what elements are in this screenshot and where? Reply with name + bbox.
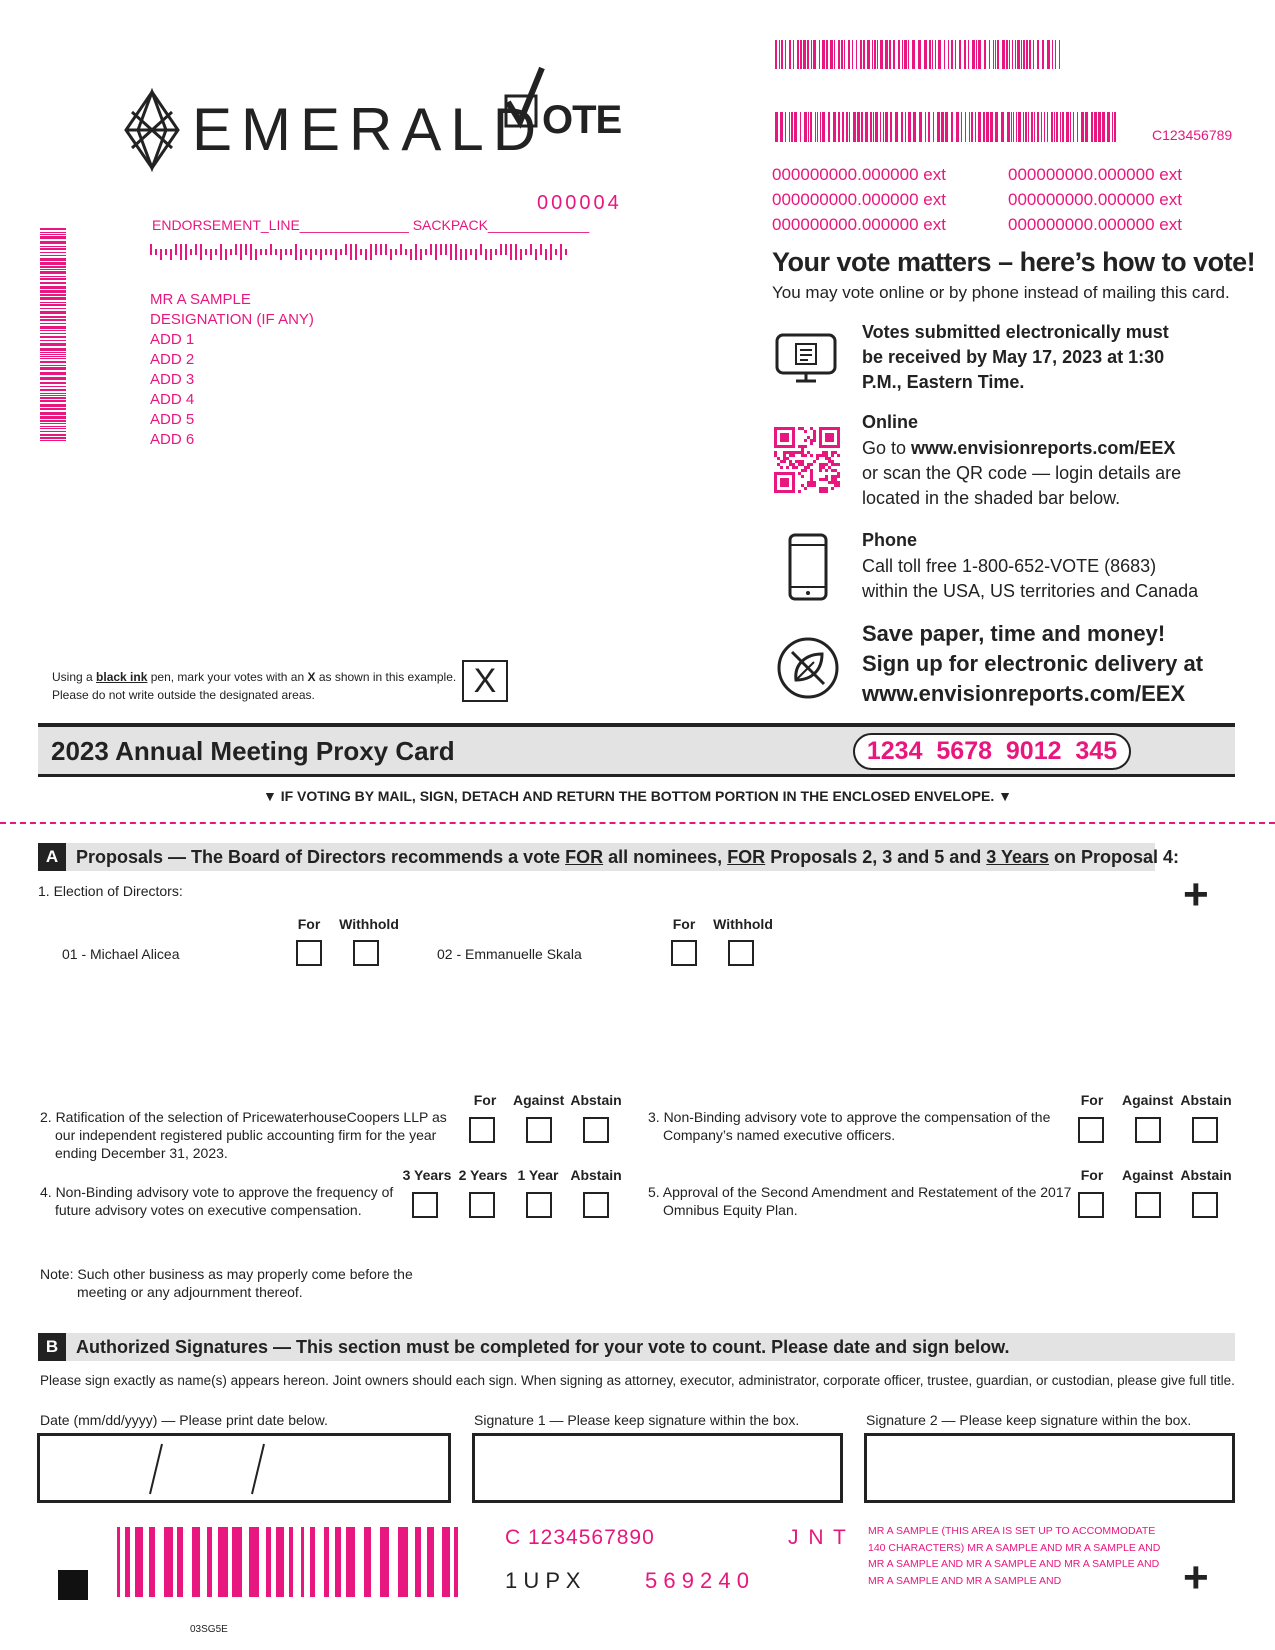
ext-codes-left: 000000000.000000 ext 000000000.000000 ext 000000000.000000 ext [772, 165, 946, 234]
signature-2-label: Signature 2 — Please keep signature within the box. [866, 1412, 1192, 1428]
date-label: Date (mm/dd/yyyy) — Please print date below. [40, 1412, 328, 1428]
signature-instructions: Please sign exactly as name(s) appears hereon. Joint owners should each sign. When signing as attorney, executor, administrator, corporate officer, trustee, guardian, or custodian, please give full title. [40, 1373, 1235, 1388]
sequence-number: 000004 [537, 192, 622, 214]
mailing-address: MR A SAMPLE DESIGNATION (IF ANY) ADD 1 ADD 2 ADD 3 ADD 4 ADD 5 ADD 6 [150, 291, 314, 448]
intelligent-mail-barcode [150, 244, 568, 260]
online-url[interactable]: www.envisionreports.com/EEX [911, 438, 1176, 458]
p4-abstain-checkbox[interactable] [583, 1192, 609, 1218]
p2-against-label: Against [513, 1092, 565, 1108]
nominee-01-withhold-label: Withhold [339, 916, 399, 932]
signature-1-box[interactable] [472, 1433, 843, 1503]
nominee-02-for-label: For [672, 916, 696, 932]
p4-abstain-label: Abstain [570, 1167, 622, 1183]
p2-abstain-label: Abstain [570, 1092, 622, 1108]
vote-headline: Your vote matters – here’s how to vote! [772, 247, 1256, 277]
p2-abstain-checkbox[interactable] [583, 1117, 609, 1143]
vote-subhead: You may vote online or by phone instead of mailing this card. [772, 283, 1230, 302]
phone-title: Phone [862, 530, 918, 550]
p4-2years-label: 2 Years [458, 1167, 508, 1183]
section-a-title: Proposals — The Board of Directors recommends a vote FOR all nominees, FOR Proposals 2, 3 and 5 and 3 Years on Proposal 4: [76, 847, 1180, 867]
signature-1-label: Signature 1 — Please keep signature within the box. [474, 1412, 800, 1428]
p5-against-checkbox[interactable] [1135, 1192, 1161, 1218]
p3-abstain-label: Abstain [1180, 1092, 1232, 1108]
p2-for-label: For [473, 1092, 497, 1108]
nominee-02-for-checkbox[interactable] [671, 940, 697, 966]
p2-against-checkbox[interactable] [526, 1117, 552, 1143]
proposal-3-text: 3. Non-Binding advisory vote to approve the compensation of the Company’s named executive officers. [648, 1109, 1051, 1143]
proposal-5-text: 5. Approval of the Second Amendment and Restatement of the 2017 Omnibus Equity Plan. [648, 1184, 1072, 1218]
date-separator-slashes [40, 1436, 448, 1500]
p5-abstain-label: Abstain [1180, 1167, 1232, 1183]
account-barcode [775, 112, 1120, 142]
p3-abstain-checkbox[interactable] [1192, 1117, 1218, 1143]
section-b-title: Authorized Signatures — This section must be completed for your vote to count. Please date and sign below. [76, 1337, 1010, 1357]
qr-code-icon [774, 427, 840, 493]
p4-1year-label: 1 Year [517, 1167, 559, 1183]
p5-against-label: Against [1122, 1167, 1174, 1183]
detach-instruction: ▼ IF VOTING BY MAIL, SIGN, DETACH AND RETURN THE BOTTOM PORTION IN THE ENCLOSED ENVELOPE. ▼ [262, 788, 1012, 804]
proposal-2-text: 2. Ratification of the selection of PricewaterhouseCoopers LLP as our independent registered public accounting firm for the year ending December 31, 2023. [40, 1109, 447, 1161]
election-label: 1. Election of Directors: [38, 883, 183, 899]
p3-for-label: For [1080, 1092, 1104, 1108]
p5-for-checkbox[interactable] [1078, 1192, 1104, 1218]
registration-plus-mark: + [1183, 870, 1209, 919]
section-b-letter: B [38, 1333, 66, 1361]
proxy-card-title: 2023 Annual Meeting Proxy Card [51, 736, 455, 766]
electronic-deadline: Votes submitted electronically must be received by May 17, 2023 at 1:30 P.M., Eastern Time. [862, 322, 1169, 392]
phone-instructions: Call toll free 1-800-652-VOTE (8683) within the USA, US territories and Canada [862, 556, 1199, 601]
p4-3years-label: 3 Years [402, 1167, 452, 1183]
vote-checkmark-icon [502, 64, 546, 136]
ink-instructions: Using a black ink pen, mark your votes with an X as shown in this example. Please do not write outside the designated areas. [52, 670, 457, 702]
phone-icon [788, 533, 828, 601]
section-b-header [38, 1333, 1235, 1361]
vote-logo-text: OTE [542, 98, 622, 142]
company-name: EMERALD [192, 96, 546, 163]
nominee-01-withhold-checkbox[interactable] [353, 940, 379, 966]
nominee-02-withhold-label: Withhold [713, 916, 773, 932]
nominee-02-withhold-checkbox[interactable] [728, 940, 754, 966]
endorsement-line: ENDORSEMENT_LINE______________ SACKPACK_____________ [152, 217, 590, 233]
detach-line [0, 822, 1275, 824]
computer-monitor-icon [774, 332, 838, 384]
p4-1year-checkbox[interactable] [526, 1192, 552, 1218]
account-code: C 1234567890 [505, 1526, 655, 1549]
nominee-01-for-label: For [297, 916, 321, 932]
section-a-letter: A [38, 843, 66, 871]
p3-against-label: Against [1122, 1092, 1174, 1108]
p3-for-checkbox[interactable] [1078, 1117, 1104, 1143]
sample-name-area: MR A SAMPLE (THIS AREA IS SET UP TO ACCOMMODATE 140 CHARACTERS) MR A SAMPLE AND MR A SAMPLE AND MR A SAMPLE AND MR A SAMPLE AND MR A SAMPLE AND MR A SAMPLE AND MR A SAMPLE AND [868, 1525, 1161, 1587]
p5-abstain-checkbox[interactable] [1192, 1192, 1218, 1218]
proxy-bar-bottom-rule [38, 774, 1235, 777]
vertical-barcode [40, 228, 66, 442]
top-barcode [775, 40, 1060, 69]
control-number: 1234 5678 9012 345 [853, 733, 1131, 770]
p5-for-label: For [1080, 1167, 1104, 1183]
sequence-digits: 5 6 9 2 4 0 [645, 1568, 749, 1593]
form-code: 03SG5E [190, 1624, 228, 1635]
p3-against-checkbox[interactable] [1135, 1117, 1161, 1143]
nominee-01-for-checkbox[interactable] [296, 940, 322, 966]
bottom-plus-mark: + [1183, 1553, 1209, 1602]
example-mark-box: X [462, 660, 508, 702]
bottom-barcode [117, 1527, 462, 1597]
signature-2-box[interactable] [864, 1433, 1235, 1503]
other-business-note: Note: Such other business as may properly come before the meeting or any adjournment thereof. [40, 1266, 413, 1300]
nominee-01-name: 01 - Michael Alicea [62, 946, 180, 962]
upx-code: 1 U P X [505, 1568, 581, 1593]
electronic-delivery-url[interactable]: www.envisionreports.com/EEX [862, 681, 1186, 706]
ext-codes-right: 000000000.000000 ext 000000000.000000 ext 000000000.000000 ext [1008, 165, 1182, 234]
top-barcode-id: C123456789 [1152, 127, 1233, 143]
online-title: Online [862, 412, 919, 432]
p2-for-checkbox[interactable] [469, 1117, 495, 1143]
electronic-delivery-promo: Save paper, time and money! Sign up for electronic delivery at www.envisionreports.com/EEX [862, 619, 1203, 709]
p4-3years-checkbox[interactable] [412, 1192, 438, 1218]
emerald-logo-icon [122, 88, 182, 172]
proposal-4-text: 4. Non-Binding advisory vote to approve the frequency of future advisory votes on executive compensation. [40, 1184, 394, 1218]
online-instructions: Go to www.envisionreports.com/EEX or scan the QR code — login details are located in the shaded bar below. [862, 438, 1182, 508]
registration-square-mark [58, 1570, 88, 1600]
jnt-code: J N T [788, 1526, 848, 1549]
nominee-02-name: 02 - Emmanuelle Skala [437, 946, 582, 962]
leaf-icon [776, 636, 840, 700]
section-a-header [38, 843, 1180, 871]
p4-2years-checkbox[interactable] [469, 1192, 495, 1218]
date-input-box[interactable] [37, 1433, 451, 1503]
